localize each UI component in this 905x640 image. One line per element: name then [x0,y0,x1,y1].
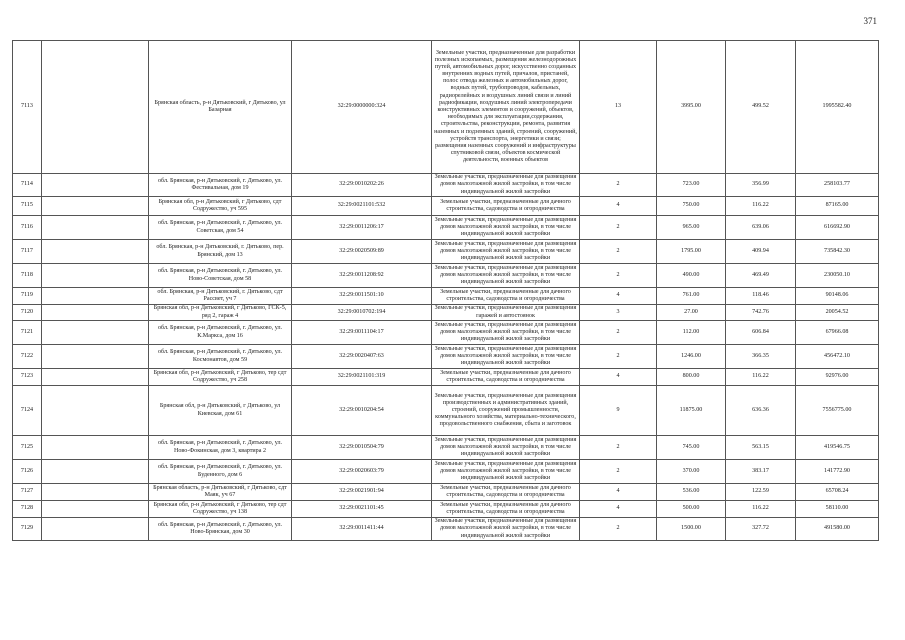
table-body [13,41,879,541]
row-number-cell: 7113 [13,41,42,174]
empty-cell [42,484,149,501]
land-use-cell: Земельные участки, предназначенные для дачного строительства, садоводства и огородничества [432,369,580,386]
land-use-cell: Земельные участки, предназначенные для размещения домов малоэтажной жилой застройки, в том числе индивидуальной жилой застройки [432,240,580,264]
empty-cell [42,436,149,460]
address-cell: обл. Брянская, р-н Дятьковский, г. Дятьково, ул. Космонавтов, дом 59 [149,345,292,369]
unit-price-cell: 499.52 [726,41,796,174]
unit-price-cell: 409.94 [726,240,796,264]
cadastral-value-cell: 92976.00 [796,369,879,386]
unit-price-cell: 122.59 [726,484,796,501]
address-cell: обл. Брянская, р-н Дятьковский, г. Дятьково, сдт Рассвет, уч 7 [149,288,292,305]
land-use-cell: Земельные участки, предназначенные для размещения домов малоэтажной жилой застройки, в том числе индивидуальной жилой застройки [432,345,580,369]
cadastral-number-cell: 32:29:0021101:319 [292,369,432,386]
area-cell: 1500.00 [657,518,726,541]
zone-cell: 4 [580,288,657,305]
unit-price-cell: 639.06 [726,216,796,240]
zone-cell: 2 [580,436,657,460]
area-cell: 3995.00 [657,41,726,174]
table-row [13,501,879,518]
row-number-cell: 7127 [13,484,42,501]
row-number-cell: 7124 [13,386,42,436]
cadastral-number-cell: 32:29:0000000:324 [292,41,432,174]
empty-cell [42,305,149,321]
zone-cell: 4 [580,484,657,501]
address-cell: Брянская область, р-н Дятьковский, г Дятьково, ул Базарная [149,41,292,174]
zone-cell: 4 [580,197,657,216]
address-cell: Брянская обл, р-н Дятьковский, г Дятьково, ГСК-5, ряд 2, гараж 4 [149,305,292,321]
unit-price-cell: 366.35 [726,345,796,369]
area-cell: 500.00 [657,501,726,518]
zone-cell: 2 [580,345,657,369]
unit-price-cell: 327.72 [726,518,796,541]
cadastral-value-cell: 258103.77 [796,174,879,197]
cadastral-number-cell: 32:29:0011501:10 [292,288,432,305]
row-number-cell: 7119 [13,288,42,305]
address-cell: Брянская обл, р-н Дятьковский, г Дятьково, сдт Содружество, уч 595 [149,197,292,216]
table-row [13,197,879,216]
cadastral-number-cell: 32:29:0021101:45 [292,501,432,518]
row-number-cell: 7115 [13,197,42,216]
empty-cell [42,460,149,484]
row-number-cell: 7120 [13,305,42,321]
page-number: 371 [863,16,877,26]
land-use-cell: Земельные участки, предназначенные для дачного строительства, садоводства и огородничества [432,484,580,501]
cadastral-number-cell: 32:29:0011206:17 [292,216,432,240]
cadastral-number-cell: 32:29:0020603:79 [292,460,432,484]
address-cell: обл. Брянская, р-н Дятьковский, г. Дятьково, ул. Ново-Фокинская, дом 3, квартира 2 [149,436,292,460]
empty-cell [42,345,149,369]
cadastral-number-cell: 32:29:0011411:44 [292,518,432,541]
cadastral-number-cell: 32:29:0020407:63 [292,345,432,369]
cadastral-value-cell: 230050.10 [796,264,879,288]
cadastral-value-cell: 87165.00 [796,197,879,216]
address-cell: обл. Брянская, р-н Дятьковский, г. Дятьково, ул. Фестивальная, дом 19 [149,174,292,197]
cadastral-value-cell: 616692.90 [796,216,879,240]
cadastral-number-cell: 32:29:0010702:194 [292,305,432,321]
unit-price-cell: 469.49 [726,264,796,288]
empty-cell [42,41,149,174]
land-use-cell: Земельные участки, предназначенные для размещения домов малоэтажной жилой застройки, в том числе индивидуальной жилой застройки [432,518,580,541]
cadastral-value-cell: 7556775.00 [796,386,879,436]
empty-cell [42,288,149,305]
land-use-cell: Земельные участки, предназначенные для дачного строительства, садоводства и огородничества [432,197,580,216]
row-number-cell: 7126 [13,460,42,484]
address-cell: обл. Брянская, р-н Дятьковский, г. Дятьково, ул. Ново-Брянская, дом 30 [149,518,292,541]
address-cell: обл. Брянская, р-н Дятьковский, г. Дятьково, ул. Буденного, дом 6 [149,460,292,484]
row-number-cell: 7116 [13,216,42,240]
cadastral-number-cell: 32:29:0011104:17 [292,321,432,345]
table-row [13,305,879,321]
row-number-cell: 7123 [13,369,42,386]
cadastral-number-cell: 32:29:0010202:26 [292,174,432,197]
cadastral-value-cell: 419546.75 [796,436,879,460]
cadastral-number-cell: 32:29:0020509:89 [292,240,432,264]
table-row [13,518,879,541]
cadastral-value-cell: 141772.90 [796,460,879,484]
zone-cell: 4 [580,501,657,518]
empty-cell [42,174,149,197]
zone-cell: 2 [580,174,657,197]
land-use-cell: Земельные участки, предназначенные для размещения домов малоэтажной жилой застройки, в том числе индивидуальной жилой застройки [432,436,580,460]
zone-cell: 2 [580,216,657,240]
area-cell: 112.00 [657,321,726,345]
address-cell: Брянская область, р-н Дятьковский, г Дятьково, сдт Маяк, уч 67 [149,484,292,501]
row-number-cell: 7114 [13,174,42,197]
address-cell: Брянская обл, р-н Дятьковский, г Дятьково, тер сдт Содружество, уч 258 [149,369,292,386]
row-number-cell: 7122 [13,345,42,369]
empty-cell [42,321,149,345]
cadastral-value-cell: 491580.00 [796,518,879,541]
area-cell: 27.00 [657,305,726,321]
cadastral-number-cell: 32:29:0021901:94 [292,484,432,501]
address-cell: обл. Брянская, р-н Дятьковский, г. Дятьково, ул. Советская, дом 54 [149,216,292,240]
area-cell: 11875.00 [657,386,726,436]
table-row [13,460,879,484]
cadastral-value-cell: 735842.30 [796,240,879,264]
land-use-cell: Земельные участки, предназначенные для разработки полезных ископаемых, размещения железнодорожных путей, автомобильных дорог, искусственно созданных внутренних водных путей, причалов, пристаней, полос отвода железных и автомобильных дорог, водных путей, трубопроводов, кабельных, радиорелейных и воздушных линий связи и линий радиофикации, воздушных линий электропередачи конструктивных элементов и сооружений, объектов, необходимых для эксплуатации,содержания, строительства, реконструкции, ремонта, развития наземных и подземных зданий, строений, сооружений, устройств транспорта, энергетики и связи; размещения наземных сооружений и инфраструктуры спутниковой связи, объектов космической деятельности, военных объектов [432,41,580,174]
table-row [13,369,879,386]
unit-price-cell: 383.17 [726,460,796,484]
cadastral-value-cell: 456472.10 [796,345,879,369]
zone-cell: 2 [580,240,657,264]
table-row [13,288,879,305]
cadastral-value-cell: 20054.52 [796,305,879,321]
unit-price-cell: 116.22 [726,197,796,216]
area-cell: 536.00 [657,484,726,501]
table-row [13,345,879,369]
table-row [13,436,879,460]
unit-price-cell: 742.76 [726,305,796,321]
unit-price-cell: 356.99 [726,174,796,197]
address-cell: Брянская обл, р-н Дятьковский, г Дятьково, ул Киевская, дом 61 [149,386,292,436]
area-cell: 1246.00 [657,345,726,369]
row-number-cell: 7117 [13,240,42,264]
unit-price-cell: 116.22 [726,501,796,518]
cadastral-number-cell: 32:29:0010204:54 [292,386,432,436]
zone-cell: 2 [580,321,657,345]
cadastral-value-cell: 1995582.40 [796,41,879,174]
row-number-cell: 7118 [13,264,42,288]
table-row [13,240,879,264]
empty-cell [42,518,149,541]
land-use-cell: Земельные участки, предназначенные для размещения домов малоэтажной жилой застройки, в том числе индивидуальной жилой застройки [432,174,580,197]
unit-price-cell: 563.15 [726,436,796,460]
area-cell: 370.00 [657,460,726,484]
unit-price-cell: 116.22 [726,369,796,386]
cadastral-number-cell: 32:29:0011208:92 [292,264,432,288]
empty-cell [42,369,149,386]
area-cell: 1795.00 [657,240,726,264]
zone-cell: 2 [580,264,657,288]
land-use-cell: Земельные участки, предназначенные для дачного строительства, садоводства и огородничества [432,288,580,305]
empty-cell [42,216,149,240]
area-cell: 723.00 [657,174,726,197]
empty-cell [42,264,149,288]
address-cell: обл. Брянская, р-н Дятьковский, г. Дятьково, пер. Брянский, дом 13 [149,240,292,264]
unit-price-cell: 118.46 [726,288,796,305]
zone-cell: 2 [580,518,657,541]
cadastral-value-cell: 58110.00 [796,501,879,518]
land-use-cell: Земельные участки, предназначенные для размещения гаражей и автостоянок [432,305,580,321]
land-use-cell: Земельные участки, предназначенные для размещения производственных и административных зданий, строений, сооружений промышленности, коммунального хозяйства, материально-технического, продовольственного снабжения, сбыта и заготовок [432,386,580,436]
row-number-cell: 7121 [13,321,42,345]
land-use-cell: Земельные участки, предназначенные для размещения домов малоэтажной жилой застройки, в том числе индивидуальной жилой застройки [432,321,580,345]
cadastral-number-cell: 32:29:0021101:532 [292,197,432,216]
area-cell: 965.00 [657,216,726,240]
land-use-cell: Земельные участки, предназначенные для дачного строительства, садоводства и огородничества [432,501,580,518]
table-row [13,41,879,174]
table-row [13,264,879,288]
address-cell: обл. Брянская, р-н Дятьковский, г. Дятьково, ул. К.Маркса, дом 16 [149,321,292,345]
unit-price-cell: 606.84 [726,321,796,345]
unit-price-cell: 636.36 [726,386,796,436]
zone-cell: 3 [580,305,657,321]
empty-cell [42,197,149,216]
table-row [13,386,879,436]
area-cell: 750.00 [657,197,726,216]
row-number-cell: 7125 [13,436,42,460]
row-number-cell: 7128 [13,501,42,518]
area-cell: 745.00 [657,436,726,460]
cadastral-number-cell: 32:29:0010504:79 [292,436,432,460]
land-use-cell: Земельные участки, предназначенные для размещения домов малоэтажной жилой застройки, в том числе индивидуальной жилой застройки [432,216,580,240]
zone-cell: 9 [580,386,657,436]
table-row [13,484,879,501]
address-cell: обл. Брянская, р-н Дятьковский, г. Дятьково, ул. Ново-Советская, дом 58 [149,264,292,288]
cadastral-value-cell: 65708.24 [796,484,879,501]
table-row [13,321,879,345]
zone-cell: 4 [580,369,657,386]
area-cell: 800.00 [657,369,726,386]
zone-cell: 2 [580,460,657,484]
land-use-cell: Земельные участки, предназначенные для размещения домов малоэтажной жилой застройки, в том числе индивидуальной жилой застройки [432,264,580,288]
area-cell: 490.00 [657,264,726,288]
row-number-cell: 7129 [13,518,42,541]
area-cell: 761.00 [657,288,726,305]
table-row [13,216,879,240]
empty-cell [42,240,149,264]
address-cell: Брянская обл, р-н Дятьковский, г Дятьково, тер сдт Содружество, уч 138 [149,501,292,518]
cadastral-value-cell: 67966.08 [796,321,879,345]
empty-cell [42,501,149,518]
land-use-cell: Земельные участки, предназначенные для размещения домов малоэтажной жилой застройки, в том числе индивидуальной жилой застройки [432,460,580,484]
table-row [13,174,879,197]
land-register-table [12,40,879,541]
zone-cell: 13 [580,41,657,174]
cadastral-value-cell: 90148.06 [796,288,879,305]
empty-cell [42,386,149,436]
